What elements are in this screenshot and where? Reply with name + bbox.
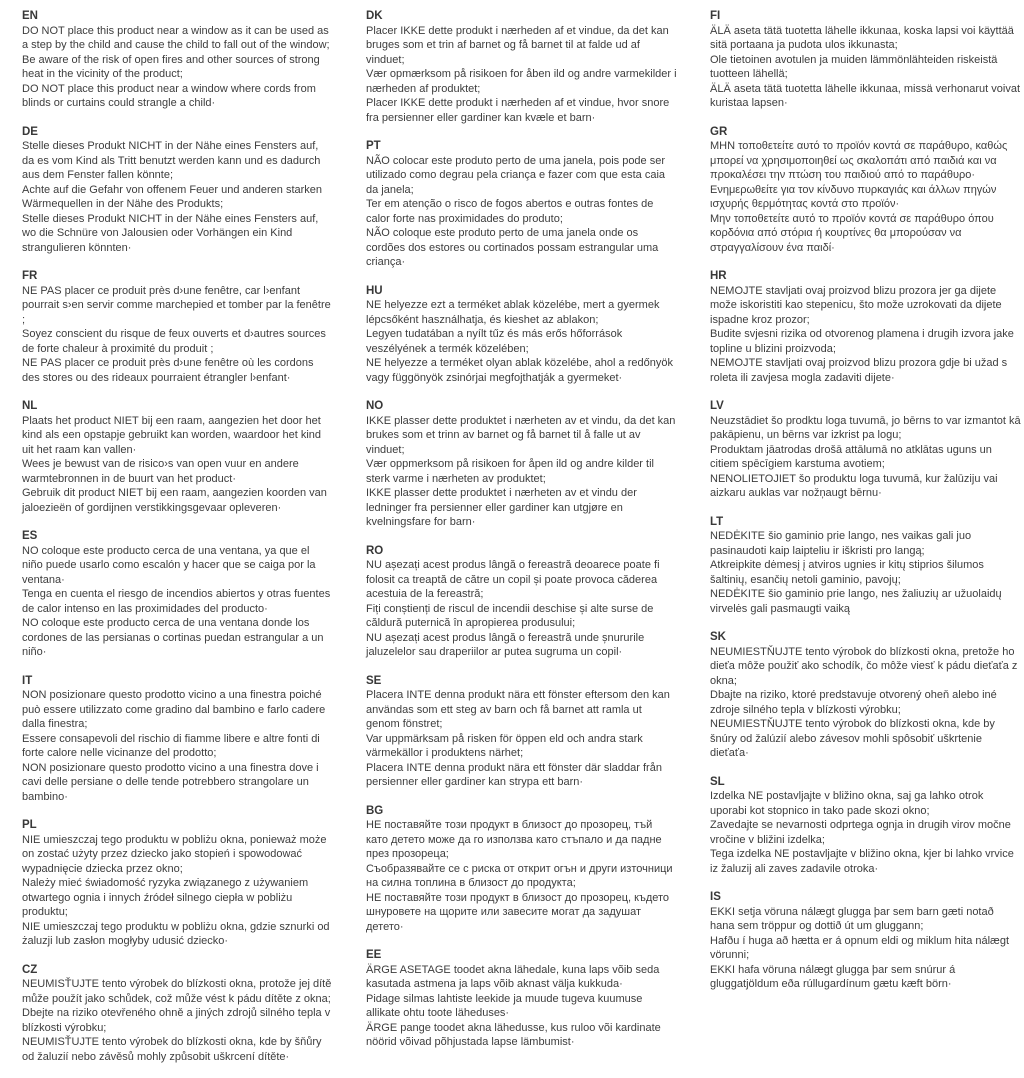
warning-window-fall: Placer IKKE dette produkt i nærheden af et vindue, da det kan bruges som et trin af barnet og få barnet til at falde ud af vinduet;: [366, 24, 669, 66]
warning-cord-strangle: Μην τοποθετείτε αυτό το προϊόν κοντά σε παράθυρο όπου κορδόνια από στόρια ή κουρτίνες θα μπορούσαν να στραγγαλίσουν ένα παιδί·: [710, 212, 994, 254]
warning-window-fall: NIE umieszczaj tego produktu w pobliżu okna, ponieważ może on zostać użyty przez dziecko jako stopień i spowodować wypadnięcie dziecka przez okno;: [22, 833, 327, 875]
lang-section-pl: [22, 818, 333, 949]
warning-window-fall: NÃO colocar este produto perto de uma janela, pois pode ser utilizado como degrau pela criança e fazer com que esta caia da janela;: [366, 154, 666, 196]
warning-cord-strangle: NON posizionare questo prodotto vicino a una finestra dove i cavi delle persiane o delle tende potrebbero strangolare un bambino·: [22, 761, 319, 803]
warning-cord-strangle: Placer IKKE dette produkt i nærheden af et vindue, hvor snore fra persienner eller gardiner kan kvæle et barn·: [366, 97, 670, 124]
lang-section-nl: [22, 399, 333, 515]
lang-code-es: ES: [22, 530, 38, 542]
warning-cord-strangle: NENOLIETOJIET šo produktu loga tuvumā, kur žalūziju vai aizkaru auklas var nožņaugt bērnu·: [710, 472, 998, 499]
warning-window-fall: EKKI setja vöruna nálægt glugga þar sem barn gæti notað hana sem tröppur og dottið út um gluggann;: [710, 905, 994, 932]
warning-cord-strangle: Stelle dieses Produkt NICHT in der Nähe eines Fensters auf, wo die Schnüre von Jalousien oder Vorhängen ein Kind strangulieren könnten·: [22, 212, 319, 254]
lang-section-it: [22, 674, 333, 805]
lang-code-sk: SK: [710, 631, 726, 643]
warning-cord-strangle: Gebruik dit product NIET bij een raam, aangezien koorden van jaloezieën of gordijnen verstikkingsgevaar opleveren·: [22, 487, 327, 514]
warning-window-fall: NEUMIESTŇUJTE tento výrobok do blízkosti okna, pretože ho dieťa môže použiť ako schodík, čo môže viesť k pádu dieťaťa z okna;: [710, 645, 1018, 687]
warning-open-fire: Ενημερωθείτε για τον κίνδυνο πυρκαγιάς και άλλων πηγών ισχυρής θερμότητας κοντά στο προϊόν·: [710, 183, 997, 210]
warning-window-fall: Izdelka NE postavljajte v bližino okna, saj ga lahko otrok uporabi kot stopnico in tako pade skozi okno;: [710, 790, 984, 817]
warning-window-fall: ÄRGE ASETAGE toodet akna lähedale, kuna laps võib seda kasutada astmena ja laps võib aknast välja kukkuda·: [366, 963, 660, 990]
lang-section-es: [22, 529, 333, 660]
warning-window-fall: NEDĖKITE šio gaminio prie lango, nes vaikas gali juo pasinaudoti kaip laipteliu ir iškristi pro langą;: [710, 530, 972, 557]
warning-open-fire: Vær oppmerksom på risikoen for åpen ild og andre kilder til sterk varme i nærheten av produktet;: [366, 458, 654, 485]
lang-code-fr: FR: [22, 270, 38, 282]
warning-cord-strangle: DO NOT place this product near a window where cords from blinds or curtains could strangle a child·: [22, 82, 316, 109]
warning-cord-strangle: НЕ поставяйте този продукт в близост до прозорец, където шнуровете на щорите или завесите могат да задушат детето·: [366, 891, 670, 933]
warning-open-fire: Vær opmærksom på risikoen for åben ild og andre varmekilder i nærheden af produktet;: [366, 68, 677, 95]
warning-open-fire: Var uppmärksam på risken för öppen eld och andra stark värmekällor i produktens närhet;: [366, 732, 643, 759]
warning-cord-strangle: NEUMIESTŇUJTE tento výrobok do blízkosti okna, kde by šnúry od žalúzií alebo závesov mohli spôsobiť uškrtenie dieťaťa·: [710, 718, 995, 759]
warning-window-fall: NE helyezze ezt a terméket ablak közelébe, mert a gyermek lépcsőként használhatja, és kieshet az ablakon;: [366, 299, 660, 326]
warning-window-fall: NEMOJTE stavljati ovaj proizvod blizu prozora jer ga dijete može iskoristiti kao stepenicu, što može uzrokovati da dijete ispadne kroz prozor;: [710, 284, 1002, 326]
warning-cord-strangle: Tega izdelka NE postavljajte v bližino okna, kjer bi lahko vrvice iz žaluzij ali zaves zadavile otroka·: [710, 848, 1014, 875]
warning-open-fire: Pidage silmas lahtiste leekide ja muude tugeva kuumuse allikate ohtu toote läheduses·: [366, 992, 643, 1019]
warning-open-fire: Dbejte na riziko otevřeného ohně a jiných zdrojů silného tepla v blízkosti výrobku;: [22, 1007, 331, 1034]
warning-window-fall: ΜΗΝ τοποθετείτε αυτό το προϊόν κοντά σε παράθυρο, καθώς μπορεί να χρησιμοποιηθεί ως σκαλοπάτι από παιδιά και να προκαλέσει την πτώση του παιδιού από το παράθυρο·: [710, 140, 1008, 181]
lang-section-cz: [22, 963, 333, 1065]
lang-section-en: [22, 9, 333, 111]
warning-open-fire: Tenga en cuenta el riesgo de incendios abiertos y otras fuentes de calor intenso en las proximidades del producto·: [22, 588, 331, 615]
warning-open-fire: Ter em atenção o risco de fogos abertos e outras fontes de calor forte nas proximidades do produto;: [366, 198, 654, 225]
lang-section-fr: [22, 269, 333, 385]
warning-window-fall: DO NOT place this product near a window as it can be used as a step by the child and cause the child to fall out of the window;: [22, 24, 330, 51]
lang-section-dk: [366, 9, 677, 125]
warning-cord-strangle: IKKE plasser dette produktet i nærheten av et vindu der ledninger fra persienner eller gardiner kan utgjøre en kvelningsfare for barn·: [366, 487, 637, 528]
warning-open-fire: Atkreipkite dėmesį į atviros ugnies ir kitų stiprios šilumos šaltinių, esančių netoli gaminio, pavojų;: [710, 559, 984, 586]
lang-code-no: NO: [366, 400, 384, 412]
column-2: [366, 9, 677, 1078]
column-1: [22, 9, 333, 1078]
warning-window-fall: IKKE plasser dette produktet i nærheten av et vindu, da det kan brukes som et trinn av barnet og få barnet til å falle ut av vinduet;: [366, 414, 676, 456]
warning-cord-strangle: ÄLÄ aseta tätä tuotetta lähelle ikkunaa, missä verhonarut voivat kuristaa lapsen·: [710, 82, 1021, 109]
lang-section-hu: [366, 284, 677, 386]
warning-window-fall: NEUMISŤUJTE tento výrobek do blízkosti okna, protože jej dítě může použít jako schůdek, což může vést k pádu dítěte z okna;: [22, 978, 332, 1005]
lang-code-hr: HR: [710, 270, 727, 282]
warning-cord-strangle: ÄRGE pange toodet akna lähedusse, kus ruloo või kardinate nöörid võivad põhjustada lapse lämbumist·: [366, 1021, 661, 1048]
lang-section-bg: [366, 804, 677, 935]
warning-window-fall: НЕ поставяйте този продукт в близост до прозорец, тъй като детето може да го използва като стъпало и да падне през прозореца;: [366, 819, 662, 860]
lang-code-ro: RO: [366, 544, 384, 557]
lang-code-se: SE: [366, 674, 382, 687]
lang-section-is: [710, 890, 1021, 992]
lang-section-se: [366, 674, 677, 790]
warning-open-fire: Legyen tudatában a nyílt tűz és más erős hőforrások veszélyének a termék közelében;: [366, 328, 623, 355]
lang-code-dk: DK: [366, 10, 383, 22]
warning-open-fire: Essere consapevoli del rischio di fiamme libere e altre fonti di forte calore nelle vicinanze del prodotto;: [22, 732, 320, 759]
warning-window-fall: Plaats het product NIET bij een raam, aangezien het door het kind als een opstapje gebruikt kan worden, waardoor het kind uit het raam kan vallen·: [22, 414, 322, 456]
warning-open-fire: Produktam jāatrodas drošā attālumā no atklātas uguns un citiem spēcīgiem karstuma avotiem;: [710, 443, 992, 470]
lang-section-fi: [710, 9, 1021, 111]
lang-code-lt: LT: [710, 515, 724, 528]
lang-code-hu: HU: [366, 284, 383, 297]
warning-open-fire: Należy mieć świadomość ryzyka związanego z używaniem otwartego ognia i innych źródeł silnego ciepła w pobliżu produktu;: [22, 877, 309, 918]
warning-open-fire: Zavedajte se nevarnosti odprtega ognja in drugih virov močne vročine v bližini izdelka;: [710, 819, 1011, 846]
lang-section-lv: [710, 399, 1021, 501]
warning-open-fire: Hafðu í huga að hætta er á opnum eldi og miklum hita nálægt vörunni;: [710, 934, 1010, 961]
warning-cord-strangle: NU așezați acest produs lângă o fereastră unde șnururile jaluzelelor sau draperiilor ar putea sugruma un copil·: [366, 631, 645, 658]
lang-section-no: [366, 399, 677, 530]
lang-section-hr: [710, 269, 1021, 385]
warning-window-fall: NON posizionare questo prodotto vicino a una finestra poiché può essere utilizzato come gradino dal bambino e farlo cadere dalla finestra;: [22, 689, 326, 730]
warning-window-fall: Placera INTE denna produkt nära ett fönster eftersom den kan användas som ett steg av barn och få barnet att ramla ut genom fönstret;: [366, 689, 670, 730]
warning-window-fall: NU așezați acest produs lângă o fereastră deoarece poate fi folosit ca treaptă de către un copil și poate provoca căderea acestuia de la fereastră;: [366, 559, 660, 600]
lang-code-it: IT: [22, 674, 33, 687]
warning-cord-strangle: NIE umieszczaj tego produktu w pobliżu okna, gdzie sznurki od żaluzji lub zasłon mogłyby udusić dziecko·: [22, 920, 330, 947]
warning-cord-strangle: NE helyezze a terméket olyan ablak közelébe, ahol a redőnyök vagy függönyök zsinórjai megfojthatják a gyermeket·: [366, 357, 673, 384]
lang-section-ro: [366, 544, 677, 660]
lang-code-bg: BG: [366, 804, 384, 817]
warning-window-fall: Stelle dieses Produkt NICHT in der Nähe eines Fensters auf, da es vom Kind als Tritt benutzt werden kann und es dadurch aus dem Fenster fallen könnte;: [22, 140, 321, 181]
lang-section-sk: [710, 630, 1021, 761]
warning-cord-strangle: EKKI hafa vöruna nálægt glugga þar sem snúrur á gluggatjöldum eða rúllugardínum gætu kæft börn·: [710, 963, 956, 990]
warning-cord-strangle: NEMOJTE stavljati ovaj proizvod blizu prozora gdje bi užad s roleta ili zavjesa mogla zadaviti dijete·: [710, 357, 1008, 384]
warning-open-fire: Съобразявайте се с риска от открит огън и други източници на силна топлина в близост до продукта;: [366, 862, 673, 889]
column-3: [710, 9, 1021, 1078]
lang-section-sl: [710, 775, 1021, 877]
warning-window-fall: ÄLÄ aseta tätä tuotetta lähelle ikkunaa, koska lapsi voi käyttää sitä portaana ja pudota ulos ikkunasta;: [710, 24, 1014, 51]
lang-section-gr: [710, 125, 1021, 256]
lang-code-sl: SL: [710, 775, 725, 788]
lang-code-pl: PL: [22, 819, 37, 831]
lang-code-de: DE: [22, 125, 38, 138]
warning-cord-strangle: NEDĖKITE šio gaminio prie lango, nes žaliuzių ar užuolaidų virvelės gali pasmaugti vaiką: [710, 588, 1002, 615]
lang-section-ee: [366, 948, 677, 1050]
lang-code-cz: CZ: [22, 963, 38, 976]
warning-open-fire: Budite svjesni rizika od otvorenog plamena i drugih izvora jake topline u blizini proizvoda;: [710, 328, 1014, 355]
lang-code-fi: FI: [710, 10, 721, 22]
warning-cord-strangle: Placera INTE denna produkt nära ett fönster där sladdar från persienner eller gardiner kan strypa ett barn·: [366, 761, 662, 788]
warning-cord-strangle: NEUMISŤUJTE tento výrobek do blízkosti okna, kde by šňůry od žaluzií nebo závěsů mohly způsobit uškrcení dítěte·: [22, 1036, 322, 1063]
warning-window-fall: Neuzstādiet šo prodktu loga tuvumā, jo bērns to var izmantot kā pakāpienu, un bērns var izkrist pa logu;: [710, 414, 1021, 441]
lang-code-en: EN: [22, 10, 38, 22]
lang-code-gr: GR: [710, 125, 728, 138]
lang-code-ee: EE: [366, 949, 382, 961]
lang-section-pt: [366, 139, 677, 270]
warning-open-fire: Wees je bewust van de risico›s van open vuur en andere warmtebronnen in de buurt van het product·: [22, 458, 299, 485]
lang-code-pt: PT: [366, 140, 381, 152]
lang-section-lt: [710, 515, 1021, 617]
lang-code-lv: LV: [710, 400, 724, 412]
warning-cord-strangle: NE PAS placer ce produit près d›une fenêtre où les cordons des stores ou des rideaux pourraient étrangler l›enfant·: [22, 357, 314, 384]
warning-cord-strangle: NÃO coloque este produto perto de uma janela onde os cordões dos estores ou cortinados possam estrangular uma criança·: [366, 227, 659, 268]
warning-open-fire: Fiți conștienți de riscul de incendii deschise și alte surse de căldură puternică în apropierea produsului;: [366, 602, 654, 629]
warning-open-fire: Dbajte na riziko, ktoré predstavuje otvorený oheň alebo iné zdroje silného tepla v blízkosti výrobku;: [710, 689, 997, 716]
warning-open-fire: Be aware of the risk of open fires and other sources of strong heat in the vicinity of the product;: [22, 53, 320, 80]
warning-open-fire: Soyez conscient du risque de feux ouverts et d›autres sources de forte chaleur à proximité du produit ;: [22, 328, 326, 355]
lang-code-is: IS: [710, 891, 721, 903]
warning-window-fall: NO coloque este producto cerca de una ventana, ya que el niño puede usarlo como escalón y hacer que se caiga por la ventana·: [22, 544, 316, 586]
warning-open-fire: Ole tietoinen avotulen ja muiden lämmönlähteiden riskeistä tuotteen lähellä;: [710, 53, 998, 80]
warning-window-fall: NE PAS placer ce produit près d›une fenêtre, car l›enfant pourrait s›en servir comme marchepied et tomber par la fenêtre ;: [22, 284, 331, 326]
lang-code-nl: NL: [22, 400, 38, 412]
warning-open-fire: Achte auf die Gefahr von offenem Feuer und anderen starken Wärmequellen in der Nähe des Produkts;: [22, 183, 323, 210]
warning-cord-strangle: NO coloque este producto cerca de una ventana donde los cordones de las persianas o cortinas puedan estrangular a un niño·: [22, 617, 324, 658]
lang-section-de: [22, 125, 333, 256]
